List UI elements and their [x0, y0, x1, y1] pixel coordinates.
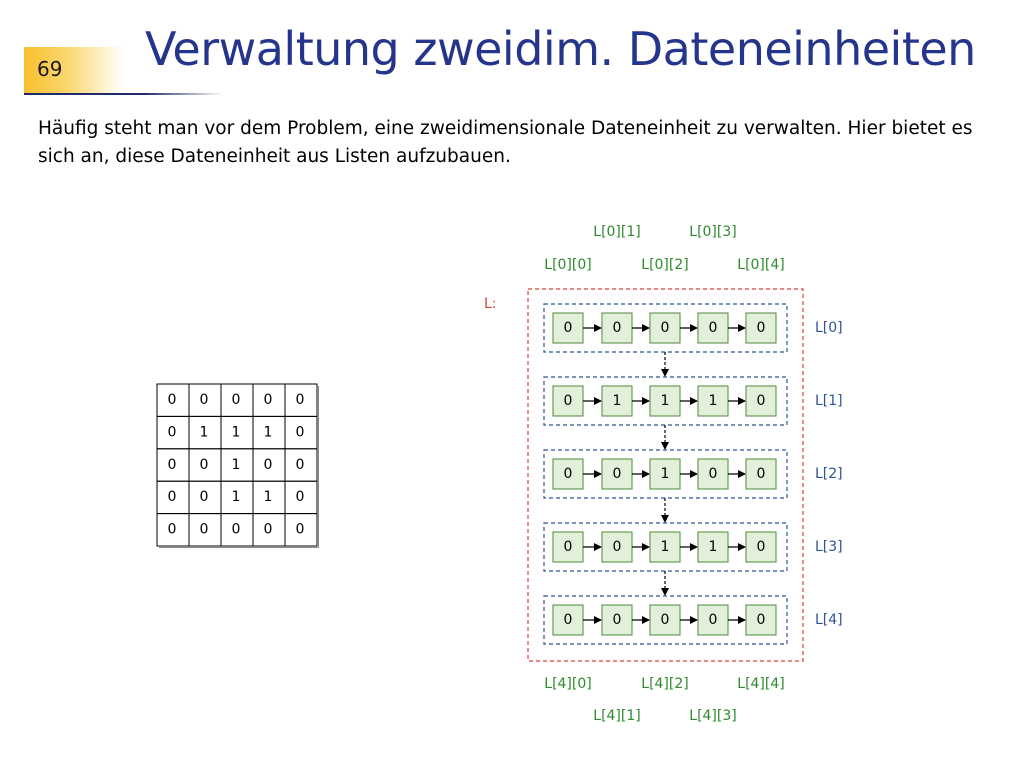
list-node-value: 0	[756, 393, 766, 409]
list-node-value: 1	[708, 539, 718, 555]
list-node-value: 0	[708, 612, 718, 628]
bottom-index-label: L[4][0]	[544, 676, 592, 692]
list-node-value: 0	[563, 320, 573, 336]
matrix-cell-value: 0	[199, 392, 209, 408]
list-node-value: 1	[660, 466, 670, 482]
row-label: L[2]	[815, 466, 843, 482]
list-node-value: 1	[660, 539, 670, 555]
matrix-cell-value: 0	[167, 521, 177, 538]
top-index-label: L[0][0]	[544, 257, 592, 273]
row-label: L[3]	[815, 539, 843, 555]
matrix-cell-value: 1	[263, 424, 273, 441]
list-node-value: 0	[708, 466, 718, 482]
matrix-cell-value: 0	[295, 424, 305, 441]
matrix-cell-value: 0	[231, 392, 241, 408]
matrix-cell-value: 1	[199, 424, 209, 441]
matrix-cell-value: 1	[231, 489, 241, 506]
matrix-cell-value: 0	[167, 424, 177, 441]
row-label: L[1]	[815, 393, 843, 409]
intro-text: Häufig steht man vor dem Problem, eine zweidimensionale Dateneinheit zu verwalten. Hier bietet es sich an, diese Dateneinheit aus Listen aufzubauen.	[38, 118, 973, 167]
matrix-cell-value: 1	[231, 424, 241, 441]
list-node-value: 1	[660, 393, 670, 409]
outer-list-label: L:	[484, 296, 497, 312]
list-node-value: 0	[756, 466, 766, 482]
top-index-label: L[0][4]	[737, 257, 785, 273]
list-node-value: 1	[708, 393, 718, 409]
list-node-value: 0	[756, 539, 766, 555]
list-node-value: 0	[756, 320, 766, 336]
matrix-cell-value: 0	[295, 521, 305, 538]
top-index-label: L[0][2]	[641, 257, 689, 273]
bottom-index-label: L[4][4]	[737, 676, 785, 692]
matrix-cell-value: 0	[231, 521, 241, 538]
matrix-cell-value: 0	[263, 456, 273, 473]
slide-title: Verwaltung zweidim. Dateneinheiten	[145, 22, 976, 76]
list-node-value: 0	[563, 539, 573, 555]
row-label: L[0]	[815, 320, 843, 336]
list-node-value: 0	[660, 320, 670, 336]
list-node-value: 0	[612, 612, 622, 628]
list-node-value: 0	[563, 393, 573, 409]
row-label: L[4]	[815, 612, 843, 628]
matrix-cell-value: 0	[295, 489, 305, 506]
bottom-index-label: L[4][2]	[641, 676, 689, 692]
top-index-label: L[0][1]	[593, 224, 641, 240]
matrix-cell-value: 0	[295, 456, 305, 473]
bottom-index-label: L[4][3]	[689, 708, 737, 724]
matrix-cell-value: 0	[167, 489, 177, 506]
matrix-cell-value: 0	[167, 392, 177, 408]
list-node-value: 0	[756, 612, 766, 628]
matrix-cell-value: 0	[199, 456, 209, 473]
matrix-cell-value: 0	[199, 521, 209, 538]
list-node-value: 0	[612, 320, 622, 336]
slide-number: 69	[37, 57, 63, 81]
matrix-cell-value: 1	[231, 456, 241, 473]
matrix-cell-value: 0	[167, 456, 177, 473]
matrix-cell-value: 0	[295, 392, 305, 408]
list-node-value: 0	[563, 466, 573, 482]
list-node-value: 0	[612, 466, 622, 482]
matrix-cell-value: 0	[199, 489, 209, 506]
list-node-value: 0	[708, 320, 718, 336]
list-node-value: 0	[612, 539, 622, 555]
list-node-value: 0	[563, 612, 573, 628]
list-node-value: 0	[660, 612, 670, 628]
matrix-cell-value: 0	[263, 521, 273, 538]
list-node-value: 1	[612, 393, 622, 409]
bottom-index-label: L[4][1]	[593, 708, 641, 724]
matrix-cell-value: 1	[263, 489, 273, 506]
matrix-cell-value: 0	[263, 392, 273, 408]
top-index-label: L[0][3]	[689, 224, 737, 240]
